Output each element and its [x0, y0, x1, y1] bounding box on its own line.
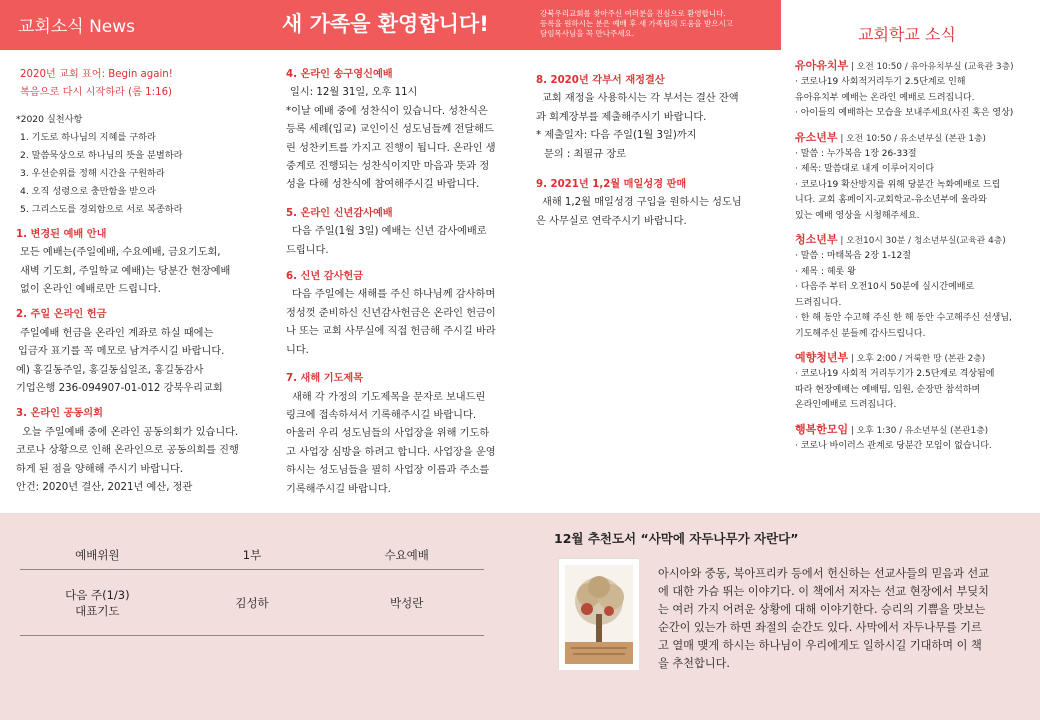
table-header-cell: 수요예배 [384, 547, 429, 562]
table-cell: 김성하 [235, 595, 269, 610]
practice-item: 1. 기도로 하나님의 지혜를 구하라 [20, 131, 156, 143]
section-title: 6. 신년 감사헌금 [286, 271, 364, 283]
school-group-line: · 아이들의 예배하는 모습을 보내주세요(사진 혹은 영상) [795, 108, 1014, 119]
section-title: 8. 2020년 각부서 재정결산 [536, 75, 665, 86]
welcome-note-line: 등록을 원하시는 분은 예배 후 새 가족팀의 도움을 받으시고 [540, 19, 733, 28]
tree-illustration-icon [559, 559, 639, 670]
school-group-line: · 코로나19 사회적거리두기 2.5단계로 인해 [795, 77, 966, 88]
section-line: * 제출일자: 다음 주일(1월 3일)까지 [536, 130, 697, 142]
section-line: 다음 주일(1월 3일) 예배는 신년 감사예배로 [292, 226, 487, 238]
section-line: 고 사업장 심방을 하려고 합니다. 사업장을 운영 [286, 446, 496, 458]
book-description-line: 는 여러 가지 어려운 상황에 대해 이야기한다. 승리의 기쁨을 맛보는 [658, 603, 986, 616]
section-line: 아울러 우리 성도님들의 사업장을 위해 기도하 [286, 428, 490, 440]
practice-title: *2020 실천사항 [16, 113, 83, 125]
school-group-line: · 한 해 동안 수고해 주신 한 해 동안 수고해주신 선생님, [795, 313, 1012, 324]
section-title: 1. 변경된 예배 안내 [16, 228, 107, 240]
section-title: 9. 2021년 1,2월 매일성경 판매 [536, 179, 687, 191]
section-line: 기록해주시길 바랍니다. [286, 483, 391, 495]
welcome-note-line: 담임목사님을 꼭 만나주세요. [540, 29, 635, 38]
table-header-cell: 예배위원 [75, 547, 120, 562]
section-line: 코로나 상황으로 인해 온라인으로 공동의회를 진행 [16, 445, 239, 457]
school-group-header [795, 58, 1037, 75]
school-group-line: · 코로나19 사회적 거리두기가 2.5단계로 격상됨에 [795, 369, 995, 380]
school-group-line: 유아유치부 예배는 온라인 예배로 드려집니다. [795, 92, 975, 103]
table-header-row [20, 540, 484, 570]
school-group-info: | 오후 2:00 / 거룩한 땅 (본관 2층) [851, 353, 986, 364]
section-title: 2. 주일 온라인 헌금 [16, 309, 107, 321]
worship-committee-table [20, 540, 484, 636]
section-line: 새벽 기도회, 주일학교 예배)는 당분간 현장예배 [20, 265, 231, 277]
section-line: 새해 각 가정의 기도제목을 문자로 보내드린 [292, 391, 486, 403]
section-line: 다음 주일에는 새해를 주신 하나님께 감사하며 [292, 289, 496, 301]
school-group-line: · 말씀 : 마태복음 2장 1-12절 [795, 251, 911, 262]
school-group-line: 따라 현장예배는 예배팀, 임원, 순장만 참석하며 [795, 384, 981, 395]
table-row-label-line: 대표기도 [75, 603, 120, 618]
section-line: 과 회계장부를 제출해주시기 바랍니다. [536, 111, 707, 123]
section-line: 은 사무실로 연락주시기 바랍니다. [536, 215, 687, 227]
section-line: 입금자 표기를 꼭 메모로 남겨주시길 바랍니다. [18, 346, 225, 358]
school-group-info: | 오전 10:50 / 유아유치부실 (교육관 3층) [851, 62, 1014, 72]
table-cell: 박성란 [390, 595, 424, 610]
school-group-line: 니다. 교회 홈페이지-교회학교-유소년부에 올라와 [795, 195, 987, 206]
section-line: 나 또는 교회 사무실에 직접 헌금해 주시길 바라 [286, 326, 496, 338]
section-line: 일시: 12월 31일, 오후 11시 [290, 87, 418, 99]
section-title: 3. 온라인 공동의회 [16, 408, 103, 420]
news-column-1 [16, 66, 278, 498]
school-group-header [795, 232, 1037, 249]
motto-line: 2020년 교회 표어: Begin again! [20, 69, 173, 80]
section-line: 없이 온라인 예배로만 드립니다. [20, 284, 161, 296]
book-description [658, 565, 1028, 673]
book-cover-image [558, 558, 638, 669]
section-line: 니다. [286, 344, 309, 356]
book-description-line: 에 대한 가슴 뛰는 이야기다. 이 책에서 저자는 선교 현장에서 부딪치 [658, 585, 989, 598]
news-column-3 [536, 72, 776, 231]
section-line: 문의 : 최필규 장로 [544, 148, 627, 160]
section-line: 모든 예배는(주일예배, 수요예배, 금요기도회, [20, 247, 221, 259]
school-group-name: 예향청년부 [795, 350, 849, 364]
section-line: 기업은행 236-094907-01-012 강북우리교회 [16, 383, 223, 395]
school-group-header [795, 422, 1037, 439]
school-group-info: | 오전10시 30분 / 청소년부실(교육관 4층) [840, 236, 1006, 247]
section-line: 주일예배 헌금을 온라인 계좌로 하실 때에는 [20, 327, 214, 339]
section-line: 중계로 진행되는 성찬식이지만 마음과 뜻과 정 [286, 161, 490, 173]
section-line: 등록 세례(입교) 교인이신 성도님들께 전달해드 [286, 124, 494, 136]
section-line: 드립니다. [286, 244, 329, 256]
school-group-header [795, 130, 1037, 147]
section-title: 7. 새해 기도제목 [286, 373, 364, 385]
header-banner [0, 0, 781, 50]
school-group-info: | 오후 1:30 / 유소년부실 (본관1층) [851, 425, 989, 436]
school-group-line: · 코로나 바이러스 관계로 당분간 모임이 없습니다. [795, 440, 992, 451]
school-group-line: · 코로나19 확산방지를 위해 당분간 녹화예배로 드립 [795, 179, 1001, 190]
school-group-name: 유소년부 [795, 130, 838, 144]
news-title: 교회소식 News [18, 17, 136, 37]
school-group-header [795, 350, 1037, 367]
school-news-title: 교회학교 소식 [858, 25, 956, 44]
school-group-line: · 제목: 말씀대로 내게 이루어지이다 [795, 164, 935, 175]
motto-line: 복음으로 다시 시작하라 (롬 1:16) [20, 87, 173, 99]
section-line: 링크에 접속하셔서 기록해주시길 바랍니다. [286, 409, 477, 421]
section-line: 린 성찬키트를 가지고 진행이 됩니다. 온라인 생 [286, 142, 496, 154]
section-line: 교회 재정을 사용하시는 각 부서는 결산 잔액 [542, 93, 739, 105]
section-line: 새해 1,2월 매일성경 구입을 원하시는 성도님 [542, 197, 742, 209]
welcome-note [540, 9, 772, 39]
section-line: 하시는 성도님들을 필히 사업장 이름과 주소를 [286, 465, 490, 477]
school-news-column [795, 58, 1037, 454]
section-title: 4. 온라인 송구영신예배 [286, 69, 393, 80]
table-row-label [20, 587, 175, 619]
school-group-line: 드려집니다. [795, 297, 842, 308]
practice-item: 3. 우선순위를 정해 시간을 구원하라 [20, 167, 165, 179]
school-group-line: · 제목 : 헤롯 왕 [795, 266, 856, 277]
school-group-info: | 오전 10:50 / 유소년부실 (본관 1층) [840, 133, 986, 144]
welcome-title: 새 가족을 환영합니다! [282, 12, 489, 36]
school-group-line: · 다음주 부터 오전10시 50분에 실시간예배로 [795, 282, 975, 293]
book-description-line: 아시아와 중동, 북아프리카 등에서 헌신하는 선교사들의 믿음과 선교 [658, 567, 990, 580]
section-title: 5. 온라인 신년감사예배 [286, 207, 393, 219]
practice-item: 2. 말씀묵상으로 하나님의 뜻을 분별하라 [20, 149, 183, 161]
section-line: *이날 예배 중에 성찬식이 있습니다. 성찬식은 [286, 105, 488, 117]
section-line: 안건: 2020년 결산, 2021년 예산, 정관 [16, 482, 193, 494]
practice-item: 4. 오직 성령으로 충만함을 받으라 [20, 185, 156, 197]
school-group-line: 온라인예배로 드려집니다. [795, 400, 897, 411]
bottom-band [0, 513, 1040, 720]
school-group-name: 행복한모임 [795, 422, 849, 436]
welcome-note-line: 강북우리교회를 찾아주신 여러분을 진심으로 환영합니다. [540, 9, 726, 18]
news-column-2 [286, 66, 526, 499]
table-header-cell: 1부 [242, 547, 262, 562]
book-description-line: 을 추천합니다. [658, 657, 730, 670]
table-row-label-line: 다음 주(1/3) [65, 587, 130, 602]
book-description-line: 순간이 있는가 하면 좌절의 순간도 있다. 사막에서 자두나무를 기르 [658, 621, 982, 634]
school-group-line: 있는 예배 영상을 시청해주세요. [795, 210, 920, 221]
section-line: 하게 된 점을 양해해 주시기 바랍니다. [16, 463, 184, 475]
book-recommendation-title: 12월 추천도서 “사막에 자두나무가 자란다” [554, 531, 799, 546]
school-group-line: · 말씀 : 누가복음 1장 26-33절 [795, 149, 917, 160]
school-group-line: 기도해주신 분들께 감사드립니다. [795, 328, 926, 339]
practice-item: 5. 그리스도를 경외함으로 서로 복종하라 [20, 203, 183, 215]
section-line: 오늘 주일예배 중에 온라인 공동의회가 있습니다. [22, 426, 239, 438]
school-group-name: 유아유치부 [795, 59, 849, 72]
school-group-name: 청소년부 [795, 233, 838, 247]
section-line: 예) 홍길동주일, 홍길동십일조, 홍길동감사 [16, 364, 204, 376]
book-description-line: 고 열매 맺게 하시는 하나님이 우리에게도 일하시길 기대하며 이 책 [658, 639, 982, 652]
section-line: 정성껏 준비하신 신년감사헌금은 온라인 헌금이 [286, 307, 496, 319]
section-line: 성을 다해 성찬식에 참여해주시길 바랍니다. [286, 179, 480, 191]
table-row [20, 570, 484, 636]
